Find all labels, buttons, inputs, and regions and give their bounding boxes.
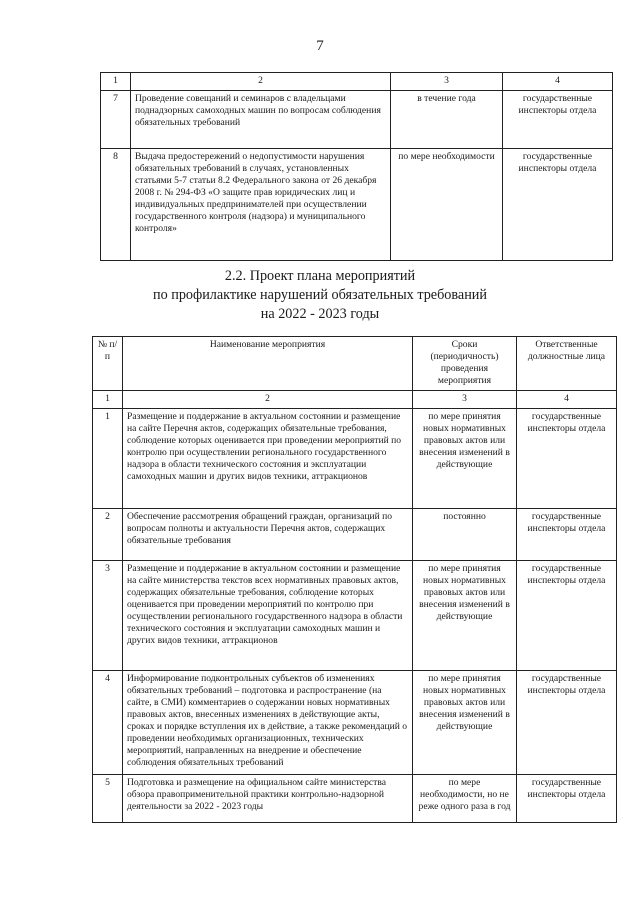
responsible-persons: государственные инспекторы отдела [517, 509, 617, 561]
column-index: 3 [391, 73, 503, 91]
column-index: 3 [413, 391, 517, 409]
section-subtitle: по профилактике нарушений обязательных требований [153, 287, 487, 303]
activity-term: постоянно [413, 509, 517, 561]
activity-name: Обеспечение рассмотрения обращений граждан, организаций по вопросам полноты и актуальности Перечня актов, содержащих обязательные требования [123, 509, 413, 561]
table-row [101, 149, 613, 261]
column-index-row [93, 391, 617, 409]
table-row [93, 509, 617, 561]
table-row [93, 775, 617, 823]
table-header-row [93, 337, 617, 391]
activity-term: в течение года [391, 91, 503, 149]
row-number: 4 [93, 671, 123, 775]
responsible-persons: государственные инспекторы отдела [517, 775, 617, 823]
section-title: 2.2. Проект плана мероприятий [224, 268, 416, 284]
row-number: 2 [93, 509, 123, 561]
activity-term: по мере необходимости [391, 149, 503, 261]
column-index: 4 [503, 73, 613, 91]
section-period: на 2022 - 2023 годы [260, 306, 380, 322]
table-row [101, 91, 613, 149]
responsible-persons: государственные инспекторы отдела [503, 91, 613, 149]
activity-name: Размещение и поддержание в актуальном состоянии и размещение на сайте Перечня актов, содержащих обязательные требования, соблюдение которых оценивается при проведении мероприятий по контролю при осуществлении регионального государственного надзора в области технического состояния и эксплуатации самоходных машин и других видов техники, аттракционов [123, 409, 413, 509]
row-number: 5 [93, 775, 123, 823]
activity-term: по мере необходимости, но не реже одного раза в год [413, 775, 517, 823]
column-index: 1 [101, 73, 131, 91]
activity-name: Информирование подконтрольных субъектов об изменениях обязательных требований – подготовка и распространение (на сайте, в СМИ) комментариев о содержании новых нормативных правовых актов, внесенных изменениях в действующие акты, сроках и порядке вступления их в действие, а также рекомендаций о проведении необходимых организационных, технических мероприятий, направленных на внедрение и обеспечение соблюдения обязательных требований [123, 671, 413, 775]
responsible-persons: государственные инспекторы отдела [503, 149, 613, 261]
table-row [93, 561, 617, 671]
column-index: 2 [131, 73, 391, 91]
responsible-persons: государственные инспекторы отдела [517, 409, 617, 509]
header-number: № п/п [93, 337, 123, 391]
responsible-persons: государственные инспекторы отдела [517, 671, 617, 775]
header-term: Сроки (периодичность) проведения мероприятия [413, 337, 517, 391]
prevention-plan-table [92, 336, 617, 823]
column-index-row [101, 73, 613, 91]
row-number: 3 [93, 561, 123, 671]
column-index: 4 [517, 391, 617, 409]
row-number: 1 [93, 409, 123, 509]
responsible-persons: государственные инспекторы отдела [517, 561, 617, 671]
activity-term: по мере принятия новых нормативных правовых актов или внесения изменений в действующие [413, 671, 517, 775]
activity-name: Подготовка и размещение на официальном сайте министерства обзора правоприменительной практики контрольно-надзорной деятельности за 2022 - 2023 годы [123, 775, 413, 823]
table-row [93, 409, 617, 509]
table-row [93, 671, 617, 775]
row-number: 8 [101, 149, 131, 261]
activities-table-continued [100, 72, 613, 261]
column-index: 2 [123, 391, 413, 409]
column-index: 1 [93, 391, 123, 409]
header-responsible: Ответственные должностные лица [517, 337, 617, 391]
row-number: 7 [101, 91, 131, 149]
activity-term: по мере принятия новых нормативных правовых актов или внесения изменений в действующие [413, 409, 517, 509]
activity-term: по мере принятия новых нормативных правовых актов или внесения изменений в действующие [413, 561, 517, 671]
activity-name: Выдача предостережений о недопустимости нарушения обязательных требований в случаях, установленных статьями 5-7 статьи 8.2 Федерального закона от 26 декабря 2008 г. № 294-ФЗ «О защите прав юридических лиц и индивидуальных предпринимателей при осуществлении государственного контроля (надзора) и муниципального контроля» [131, 149, 391, 261]
header-name: Наименование мероприятия [123, 337, 413, 391]
activity-name: Размещение и поддержание в актуальном состоянии и размещение на сайте министерства текстов всех нормативных правовых актов, содержащих обязательные требования, соблюдение которых оценивается при проведении мероприятий по контролю при осуществлении регионального государственного надзора в области технического состояния и эксплуатации самоходных машин и других видов техники, аттракционов [123, 561, 413, 671]
activity-name: Проведение совещаний и семинаров с владельцами поднадзорных самоходных машин по вопросам соблюдения обязательных требований [131, 91, 391, 149]
page-number: 7 [316, 38, 324, 54]
